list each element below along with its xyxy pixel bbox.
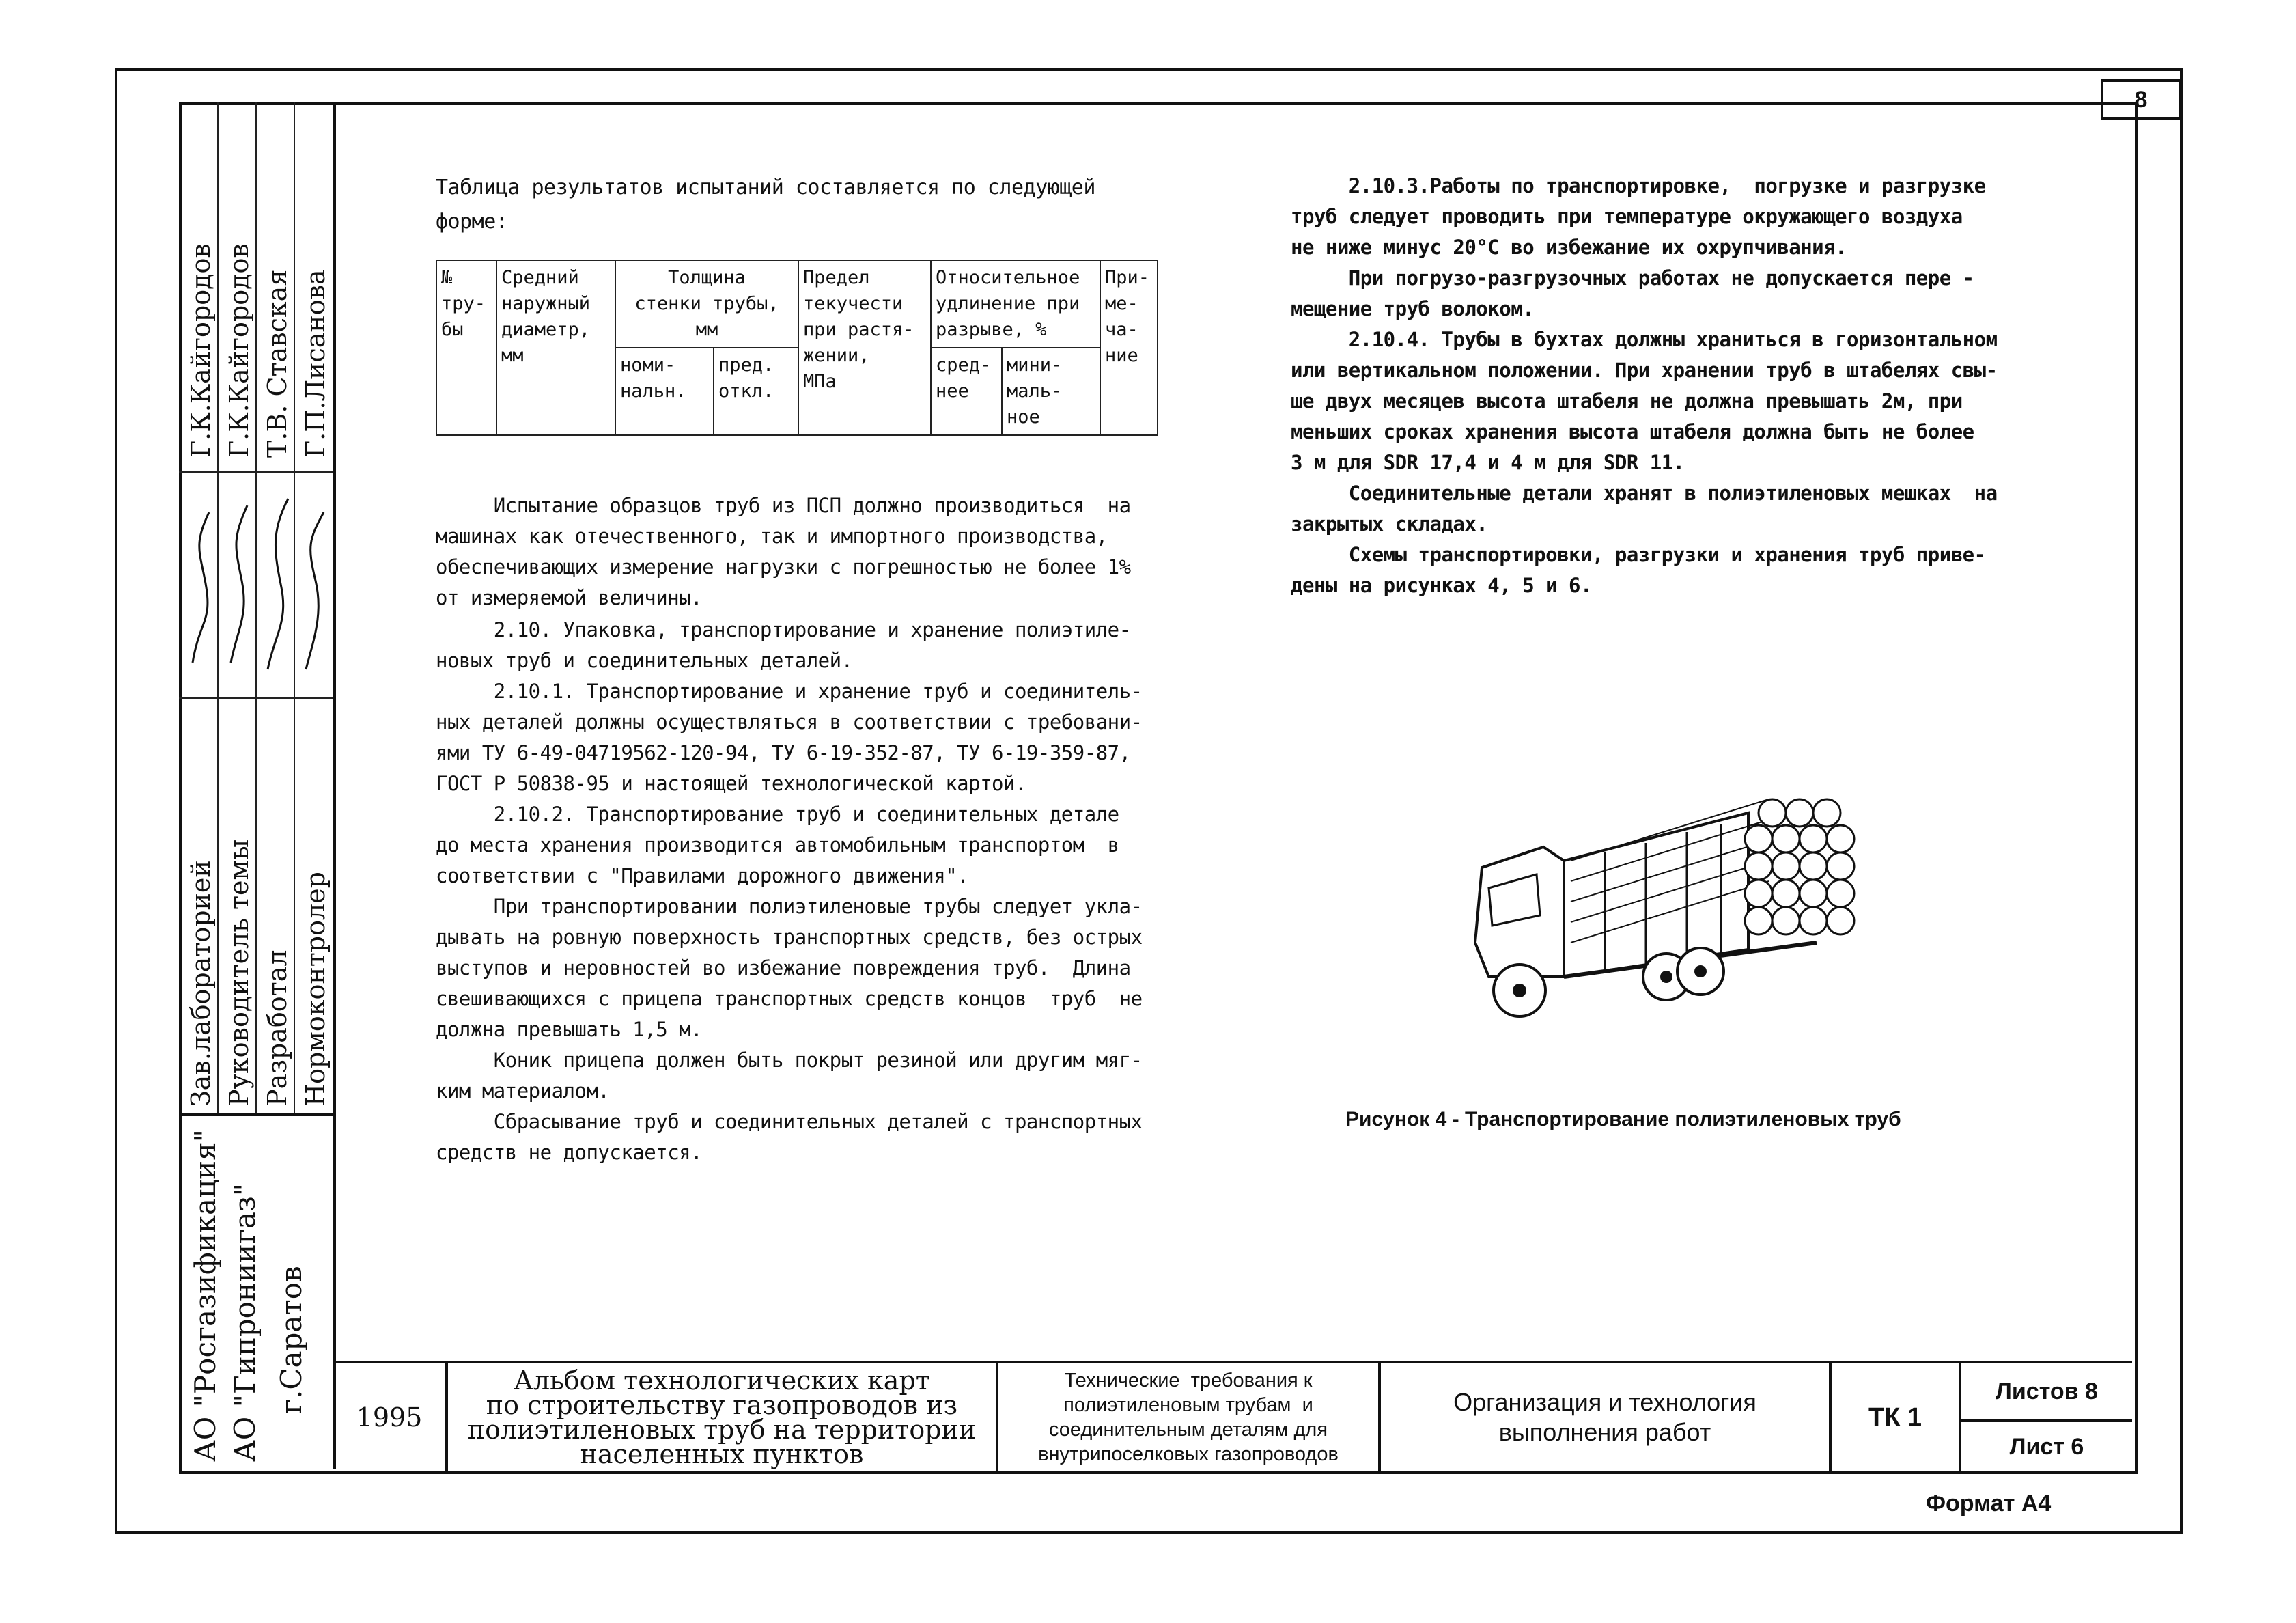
role-topic-lead: Руководитель темы <box>224 839 254 1107</box>
th-nominal: номи- нальн. <box>615 348 714 435</box>
paragraph-2-10-1: 2.10.1. Транспортирование и хранение труб и соединитель- ных деталей должны осуществляться в соответствии с требовани- ями ТУ 6-49-04719562-120-94, ТУ 6-19-352-87, ТУ 6-19-359-87, ГОСТ Р 50838-95 и настоящей технологической картой. <box>436 680 1143 795</box>
paragraph-laying: При транспортировании полиэтиленовые трубы следует укла- дывать на ровную поверхность транспортных средств, без острых выступов и неровностей во избежание повреждения труб. Длина свешивающихся с прицепа транспортных средств концов труб не должна превышать 1,5 м. <box>436 895 1143 1041</box>
paragraph-2-10-3: 2.10.3.Работы по транспортировке, погрузке и разгрузке труб следует проводить при температуре окружающего воздуха не ниже минус 20°С во избежание их охрупчивания. <box>1291 174 1986 259</box>
role-developer: Разработал <box>262 949 292 1107</box>
name-developer: Т.В. Ставская <box>262 269 292 458</box>
paragraph-no-dragging: При погрузо-разгрузочных работах не допускается пере - мещение труб волоком. <box>1291 266 1974 320</box>
stamp-strip <box>179 102 336 1469</box>
sheet-current: Лист 6 <box>2009 1433 2084 1460</box>
truck-pipes-figure <box>1461 772 1871 1045</box>
name-head-lab: Г.К.Кайгородов <box>186 243 216 458</box>
role-normcontrol: Нормоконтролер <box>300 872 331 1107</box>
paragraph-konik: Коник прицепа должен быть покрыт резиной или другим мяг- ким материалом. <box>436 1049 1143 1102</box>
title-block <box>333 1361 2132 1471</box>
paragraph-2-10: 2.10. Упаковка, транспортирование и хранение полиэтиле- новых труб и соединительных деталей. <box>436 618 1131 672</box>
name-normcontrol: Г.П.Лисанова <box>300 269 331 458</box>
th-elongation: Относительное удлинение при разрыве, % <box>931 260 1100 348</box>
role-head-lab: Зав.лабораторией <box>186 860 216 1107</box>
paragraph-dropping: Сбрасывание труб и соединительных деталей с транспортных средств не допускается. <box>436 1110 1143 1164</box>
th-tolerance: пред. откл. <box>714 348 798 435</box>
topic-title: Организация и технология выполнения работ <box>1453 1388 1756 1446</box>
results-table <box>436 260 1158 436</box>
paragraph-schemes: Схемы транспортировки, разгрузки и хранения труб приве- дены на рисунках 4, 5 и 6. <box>1291 543 1986 597</box>
th-number: № тру- бы <box>436 260 496 435</box>
org-line-1: АО "Росгазификация" <box>188 1129 222 1462</box>
signatures <box>179 485 333 690</box>
paragraph-2-10-2: 2.10.2. Транспортирование труб и соединительных детале до места хранения производится автомобильным транспортом в соответствии с "Правилами дорожного движения". <box>436 803 1119 887</box>
format-label: Формат А4 <box>1926 1490 2052 1516</box>
th-yield-strength: Предел текучести при растя- жении, МПа <box>798 260 931 435</box>
name-topic-lead: Г.К.Кайгородов <box>224 243 254 458</box>
figure-caption: Рисунок 4 - Транспортирование полиэтиленовых труб <box>1345 1108 1901 1130</box>
th-elong-avg: сред- нее <box>931 348 1002 435</box>
th-outer-diameter: Средний наружный диаметр, мм <box>496 260 615 435</box>
sheets-total: Листов 8 <box>1996 1378 2098 1404</box>
album-title: Альбом технологических карт по строительству газопроводов из полиэтиленовых труб на территории населенных пунктов <box>467 1365 977 1469</box>
th-wall-thickness: Толщина стенки трубы, мм <box>615 260 798 348</box>
paragraph-testing: Испытание образцов труб из ПСП должно производиться на машинах как отечественного, так и импортного производства, обеспечивающих измерение нагрузки с погрешностью не более 1% от измеряемой величины. <box>436 494 1131 609</box>
th-note: При- ме- ча- ние <box>1100 260 1158 435</box>
title-year: 1995 <box>356 1402 423 1432</box>
doc-code: ТК 1 <box>1868 1402 1922 1432</box>
paragraph-2-10-4: 2.10.4. Трубы в бухтах должны храниться в горизонтальном или вертикальном положении. При хранении труб в штабелях свы- ше двух месяцев высота штабеля не должна превышать 2м, при меньших сроках хранения высота штабеля должна быть не более 3 м для SDR 17,4 и 4 м для SDR 11. <box>1291 328 1998 474</box>
org-line-3: г.Саратов <box>275 1266 308 1414</box>
org-line-2: АО "Гипрониигаз" <box>228 1182 262 1462</box>
section-title: Технические требования к полиэтиленовым трубам и соединительным деталям для внутрипоселковых газопроводов <box>1038 1370 1339 1465</box>
table-intro: Таблица результатов испытаний составляется по следующей форме: <box>436 176 1095 234</box>
th-elong-min: мини- маль- ное <box>1002 348 1100 435</box>
page-number: 8 <box>2101 79 2181 120</box>
paragraph-fittings-storage: Соединительные детали хранят в полиэтиленовых мешках на закрытых складах. <box>1291 482 1998 536</box>
